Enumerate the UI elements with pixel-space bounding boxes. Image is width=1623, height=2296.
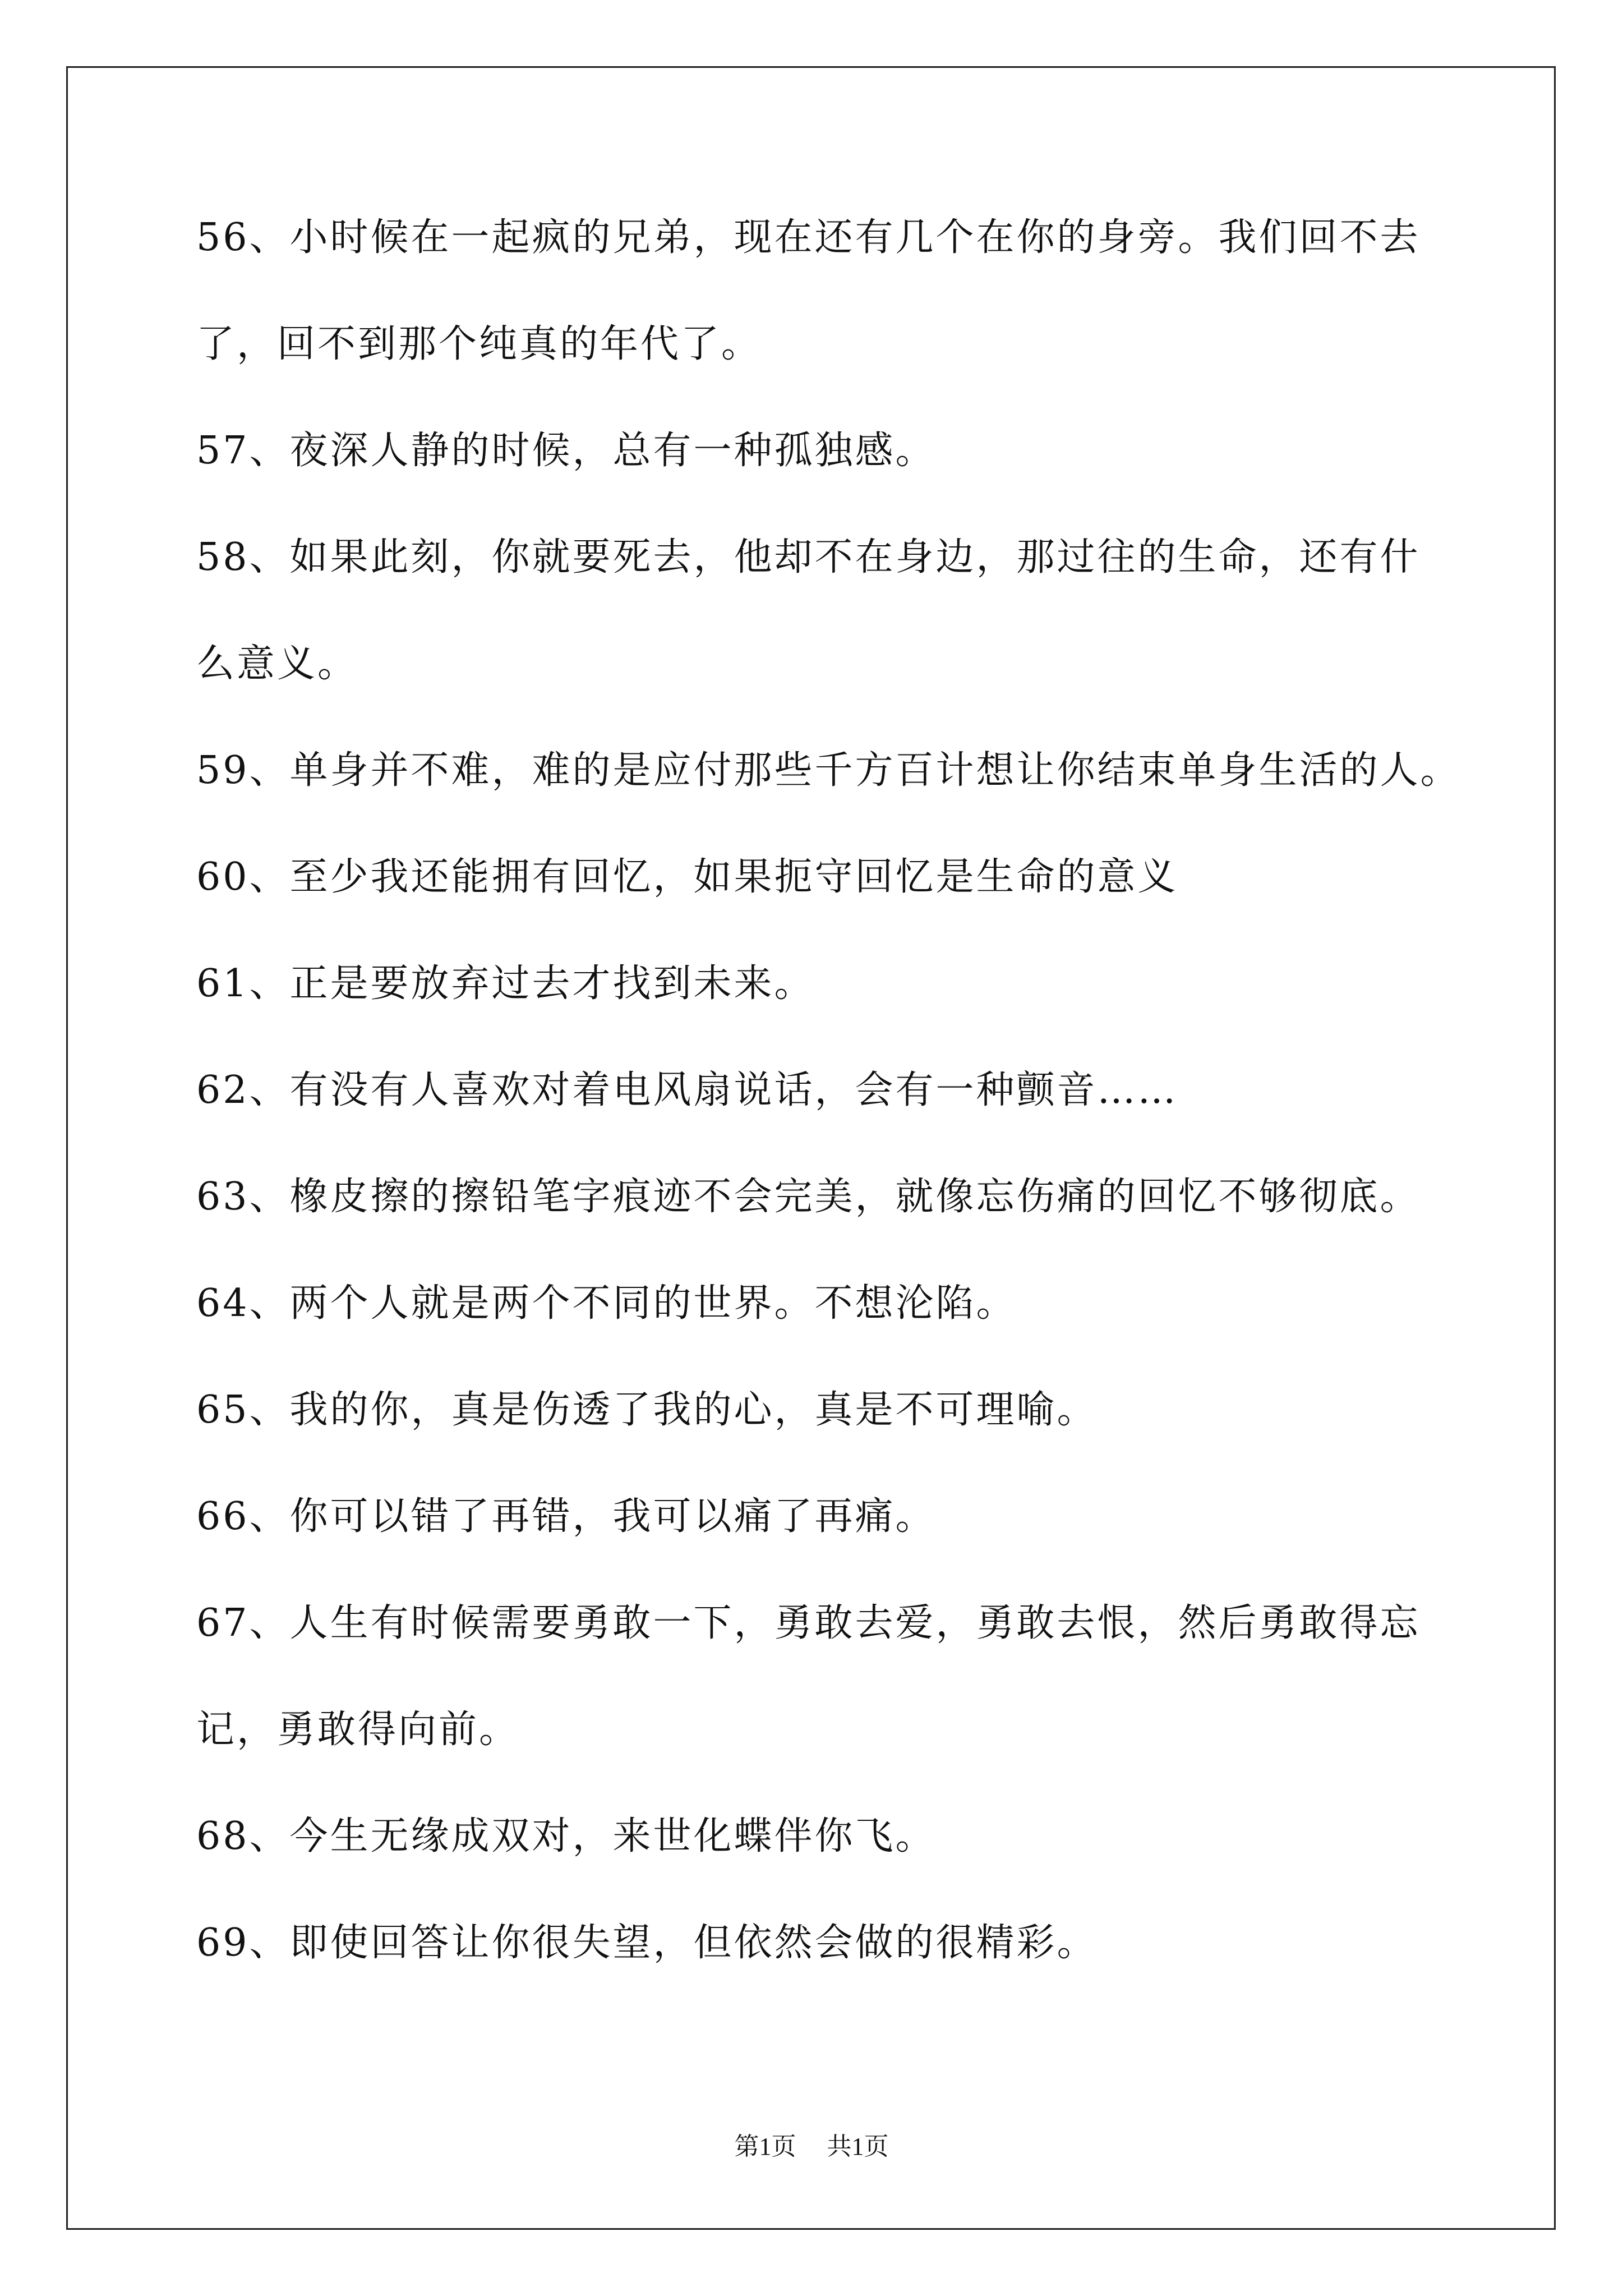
text-line: 了，回不到那个纯真的年代了。 [196,322,762,366]
text-line: 67、人生有时候需要勇敢一下，勇敢去爱，勇敢去恨，然后勇敢得忘 [196,1601,1421,1645]
current-page-number: 第1页 [734,2133,796,2160]
text-line: 57、夜深人静的时候，总有一种孤独感。 [196,429,936,473]
text-line: 记，勇敢得向前。 [196,1708,520,1752]
text-line: 59、单身并不难，难的是应付那些千方百计想让你结束单身生活的人。 [196,748,1461,793]
text-line: 58、如果此刻，你就要死去，他却不在身边，那过往的生命，还有什 [196,535,1421,579]
text-line: 63、橡皮擦的擦铅笔字痕迹不会完美，就像忘伤痛的回忆不够彻底。 [196,1175,1421,1219]
text-line: 65、我的你，真是伤透了我的心，真是不可理喻。 [196,1388,1098,1432]
text-line: 60、至少我还能拥有回忆，如果扼守回忆是生命的意义 [196,855,1178,899]
text-line: 69、即使回答让你很失望，但依然会做的很精彩。 [196,1921,1098,1965]
text-line: 68、今生无缘成双对，来世化蝶伴你飞。 [196,1814,936,1858]
text-line: 66、你可以错了再错，我可以痛了再痛。 [196,1494,936,1539]
text-line: 56、小时候在一起疯的兄弟，现在还有几个在你的身旁。我们回不去 [196,215,1421,260]
text-line: 62、有没有人喜欢对着电风扇说话，会有一种颤音…… [196,1068,1178,1112]
text-line: 么意义。 [196,642,358,686]
total-page-count: 共1页 [827,2133,889,2160]
document-body [196,213,1461,2025]
text-line: 61、正是要放弃过去才找到未来。 [196,961,815,1006]
text-line: 64、两个人就是两个不同的世界。不想沦陷。 [196,1281,1017,1326]
page-footer [0,2126,1623,2162]
